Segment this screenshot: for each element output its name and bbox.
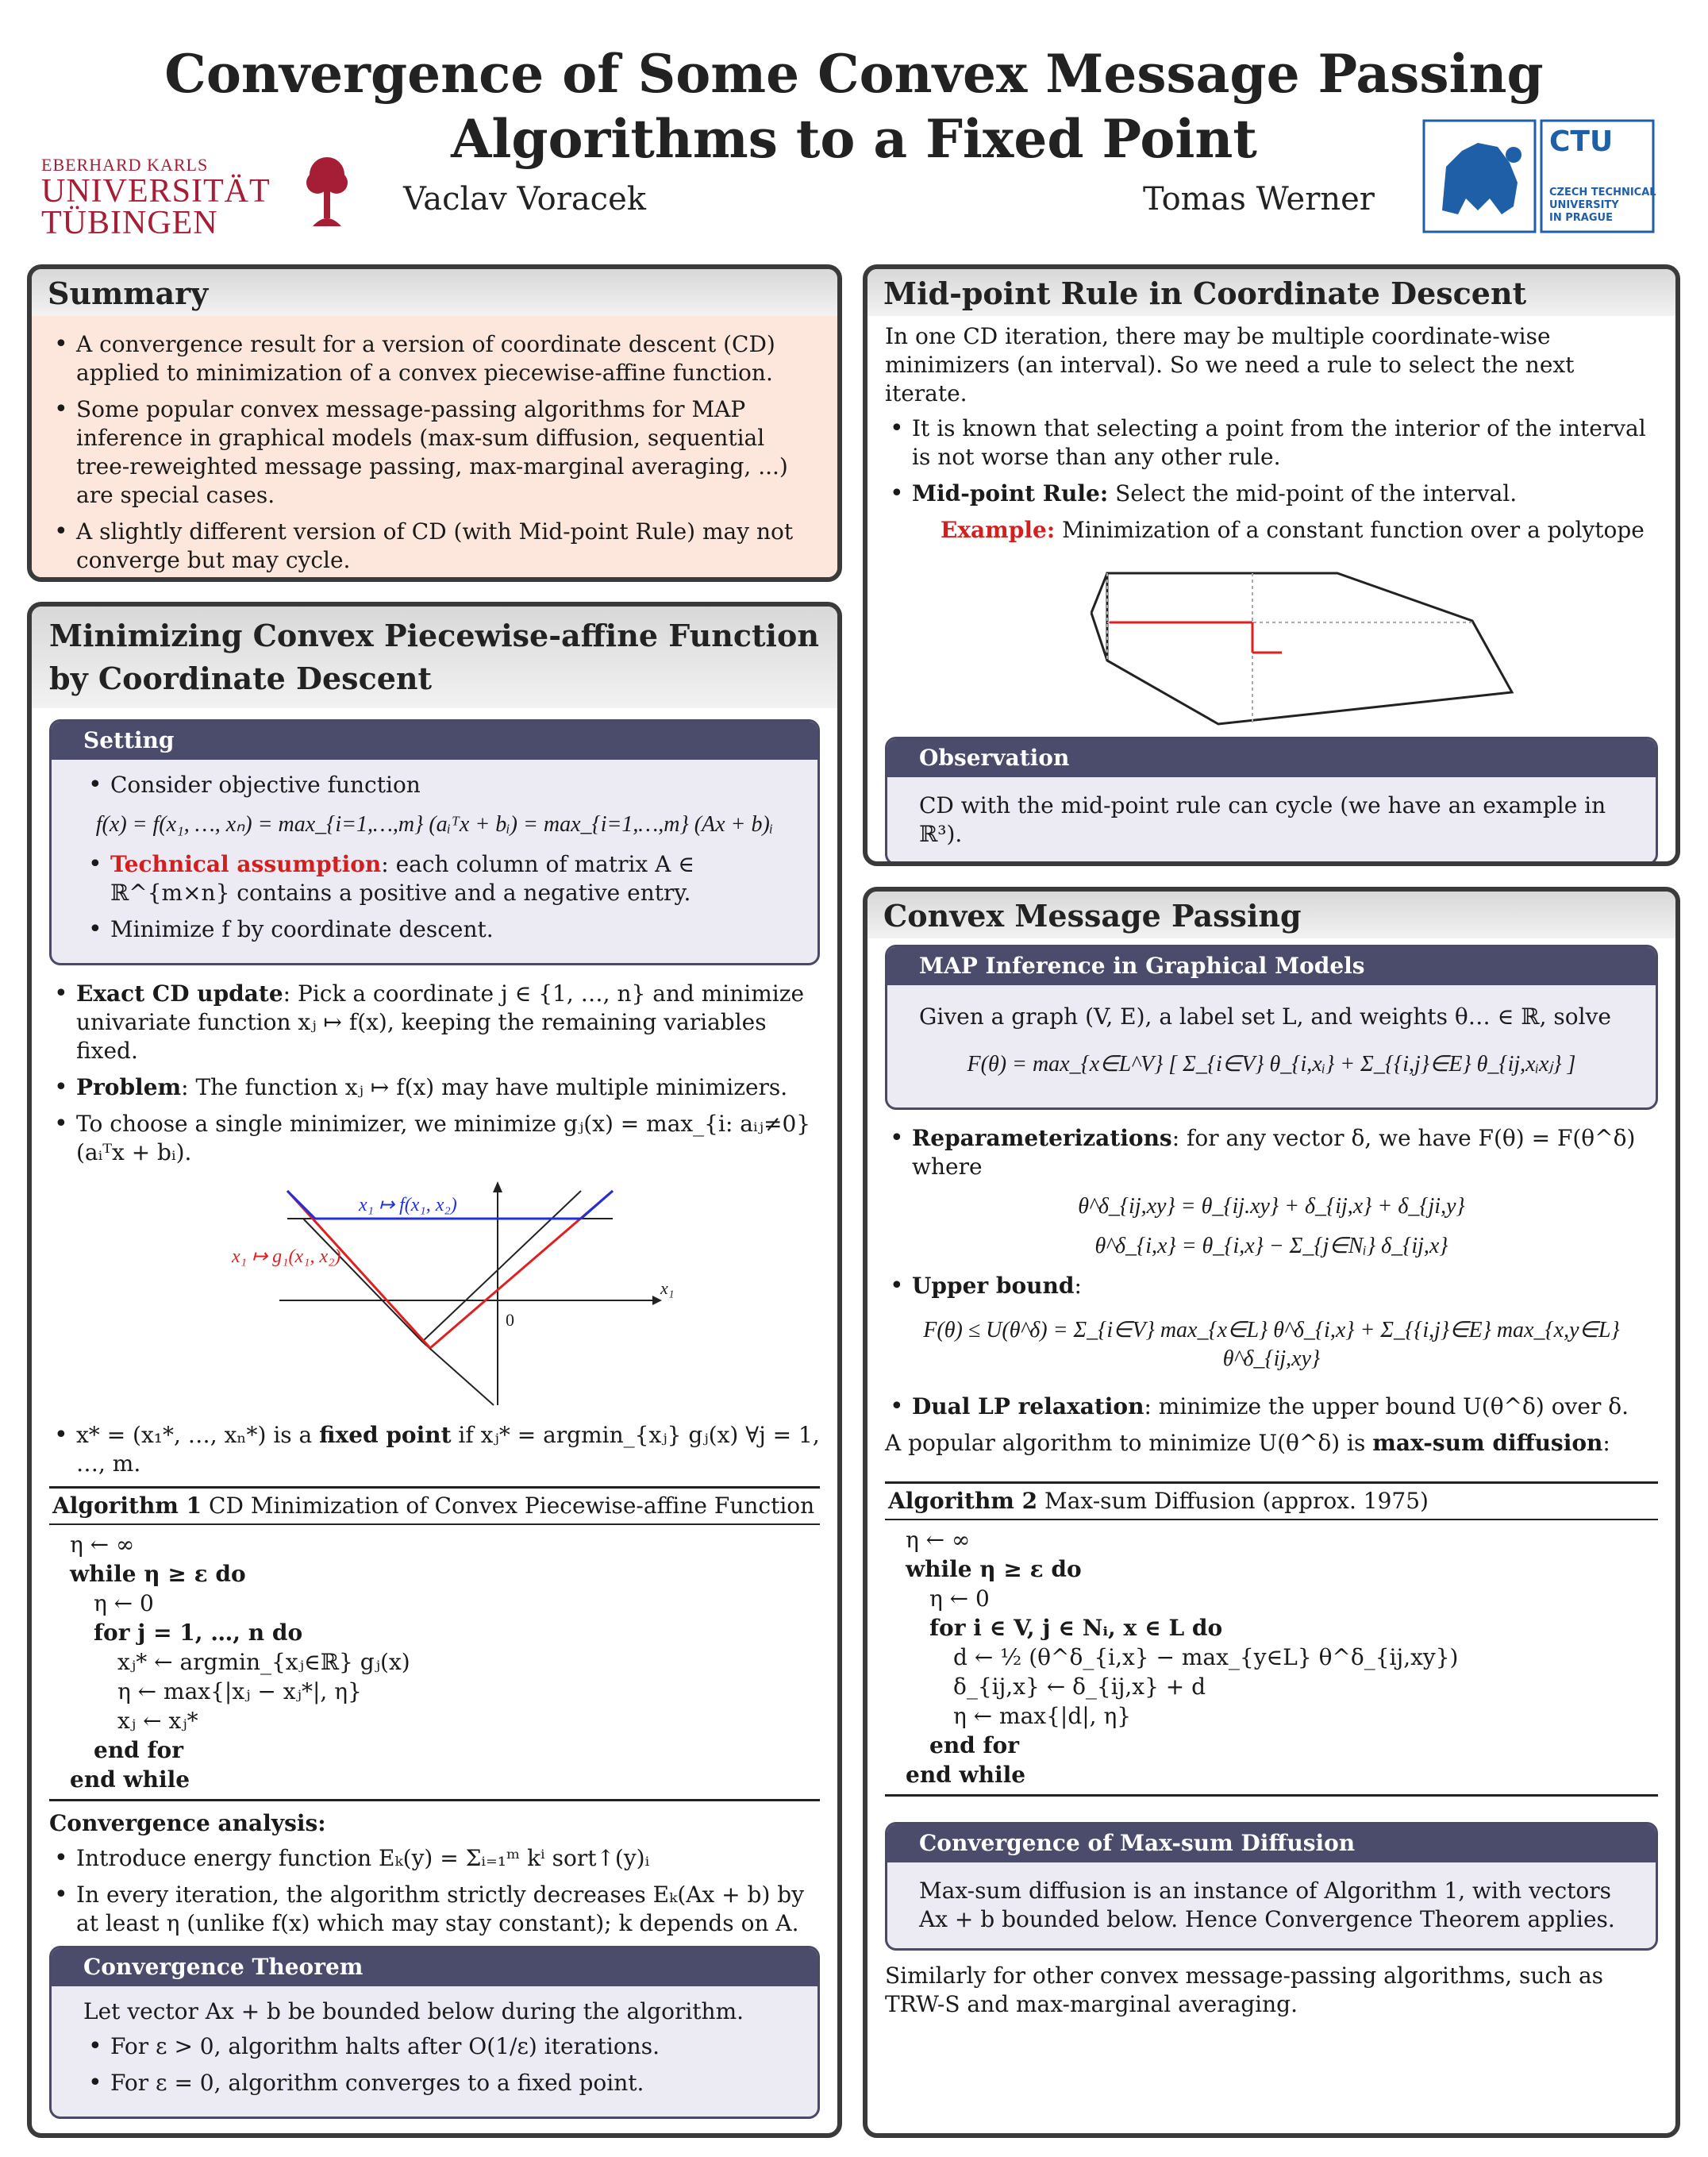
conv-maxsum-title: Convergence of Max-sum Diffusion: [887, 1824, 1656, 1862]
plot-blue-label: x₁ ↦ f(x₁, x₂): [359, 1195, 457, 1215]
summary-item: • Some popular convex message-passing algorithms for MAP inference in graphical models (max-sum diffusion, sequential tree-reweighted message passing, max-marginal averaging, ...) are special cases.: [49, 395, 820, 510]
midpoint-rule-text: Select the mid-point of the interval.: [1108, 480, 1518, 507]
summary-item: • A convergence result for a version of coordinate descent (CD) applied to minimization of a convex piecewise-affine function.: [49, 330, 820, 387]
upper-bound-label: Upper bound: [912, 1273, 1075, 1299]
reparam-item: [885, 1124, 1658, 1181]
exact-cd-label: Exact CD update: [76, 980, 283, 1007]
tub-logo-line3: TÜBINGEN: [41, 205, 218, 241]
algorithm-2: [885, 1481, 1658, 1797]
problem-label: Problem: [76, 1074, 182, 1100]
ctu-logo-line2: UNIVERSITY: [1549, 199, 1619, 211]
conv-analysis-title: Convergence analysis:: [49, 1810, 326, 1836]
summary-panel: [27, 264, 842, 582]
midpoint-item: • It is known that selecting a point from the interior of the interval is not worse than any other rule.: [885, 414, 1658, 472]
upper-bound-eq: F(θ) ≤ U(θ^δ) = Σ_{i∈V} max_{x∈L} θ^δ_{i,x} + Σ_{{i,j}∈E} max_{x,y∈L} θ^δ_{ij,xy}: [923, 1318, 1620, 1371]
polytope-outline: [1107, 573, 1512, 724]
ctu-logo-line3: IN PRAGUE: [1549, 212, 1613, 224]
algo1-line: η ← max{|xⱼ − xⱼ*|, η}: [117, 1678, 362, 1704]
objective-formula: f(x) = f(x₁, …, xₙ) = max_{i=1,…,m} (aᵢᵀx + bᵢ) = max_{i=1,…,m} (Ax + b)ᵢ: [95, 812, 774, 837]
plot-f-left: [303, 1219, 422, 1342]
observation-text: CD with the mid-point rule can cycle (we have an example in ℝ³).: [919, 792, 1606, 847]
algo2-line: η ← max{|d|, η}: [953, 1703, 1132, 1729]
algo1-line: η ← 0: [94, 1590, 154, 1616]
popular-pre: A popular algorithm to minimize U(θ^δ) is: [885, 1430, 1373, 1456]
midpoint-rule-label: Mid-point Rule:: [912, 480, 1109, 507]
algo2-line: for i ∈ V, j ∈ Nᵢ, x ∈ L do: [929, 1615, 1223, 1641]
setting-title: Setting: [52, 722, 817, 760]
plot-red-label: x₁ ↦ g₁(x₁, x₂): [232, 1246, 341, 1267]
summary-list: [49, 330, 820, 575]
midpoint-title: Mid-point Rule in Coordinate Descent: [867, 269, 1675, 316]
ctu-logo: [1422, 119, 1656, 234]
map-formula: F(θ) = max_{x∈L^V} [ Σ_{i∈V} θ_{i,xᵢ} + Σ_{{i,j}∈E} θ_{ij,xᵢxⱼ} ]: [967, 1052, 1576, 1077]
tub-logo-line2: UNIVERSITÄT: [41, 173, 271, 210]
plot-f-dip: [422, 1342, 494, 1405]
problem-text: : The function xⱼ ↦ f(x) may have multiple minimizers.: [181, 1074, 788, 1100]
algo2-line: d ← ½ (θ^δ_{i,x} − max_{y∈L} θ^δ_{ij,xy}): [953, 1644, 1459, 1670]
algo1-line: end while: [70, 1766, 190, 1793]
plot-blue-right: [581, 1191, 613, 1219]
exact-cd-item: [49, 980, 820, 1065]
title-line-1: Convergence of Some Convex Message Passing: [164, 43, 1544, 105]
tub-logo-line1: EBERHARD KARLS: [41, 155, 209, 175]
conv-maxsum-text: Max-sum diffusion is an instance of Algorithm 1, with vectors Ax + b bounded below. Hence Convergence Theorem applies.: [919, 1878, 1615, 1932]
title-line-2: Algorithms to a Fixed Point: [451, 108, 1257, 170]
tuebingen-tree-icon: [303, 155, 351, 230]
exact-cd-text: : Pick a coordinate j ∈ {1, …, n} and minimize univariate function xⱼ ↦ f(x), keeping the remaining variables fixed.: [76, 980, 805, 1064]
theorem-text: Let vector Ax + b be bounded below during the algorithm.: [83, 1998, 744, 2024]
algo2-line: η ← 0: [929, 1585, 990, 1612]
minimizing-panel: [27, 602, 842, 2138]
theorem-item: • For ε = 0, algorithm converges to a fixed point.: [83, 2069, 786, 2097]
dual-lp-item: [885, 1392, 1658, 1421]
example-text: Minimization of a constant function over a polytope: [1055, 517, 1645, 543]
algo1-title: CD Minimization of Convex Piecewise-affine Function: [202, 1493, 815, 1519]
setting-item: • Minimize f by coordinate descent.: [83, 915, 786, 944]
algo1-line: for j = 1, …, n do: [94, 1620, 303, 1646]
plot-blue-left: [287, 1191, 315, 1219]
conv-maxsum-block: [885, 1822, 1658, 1951]
example-line: [885, 516, 1658, 545]
plot-origin-label: 0: [506, 1310, 514, 1330]
conv-analysis-item: • In every iteration, the algorithm strictly decreases Eₖ(Ax + b) by at least η (unlike f(x) which may stay constant); k depends on A.: [49, 1881, 820, 1938]
algo1-line: while η ≥ ε do: [70, 1561, 246, 1587]
convex-mp-panel: [863, 887, 1680, 2138]
algo1-line: xⱼ ← xⱼ*: [117, 1708, 198, 1734]
midpoint-rule-item: [885, 480, 1658, 508]
popular-post: :: [1602, 1430, 1610, 1456]
tech-assumption-text: : each column of matrix A ∈ ℝ^{m×n} contains a positive and a negative entry.: [110, 851, 694, 906]
minimizer-plot: [49, 1175, 827, 1413]
reparam-eq1: θ^δ_{ij,xy} = θ_{ij.xy} + δ_{ij,x} + δ_{ji,y}: [1078, 1194, 1465, 1219]
ctu-abbr: CTU: [1549, 125, 1614, 158]
popular-algo-line: [885, 1429, 1658, 1458]
convex-mp-title: Convex Message Passing: [867, 892, 1675, 938]
author-2: Tomas Werner: [1143, 181, 1375, 218]
tuebingen-logo: [41, 155, 351, 241]
fixed-point-item: [49, 1421, 820, 1478]
algo1-line: xⱼ* ← argmin_{xⱼ∈ℝ} gⱼ(x): [117, 1649, 410, 1675]
reparam-eq2: θ^δ_{i,x} = θ_{i,x} − Σ_{j∈Nᵢ} δ_{ij,x}: [1094, 1234, 1448, 1258]
plot-axis-label: x₁: [660, 1278, 675, 1298]
upper-bound-item: [885, 1272, 1658, 1300]
fixed-point-label: fixed point: [319, 1422, 452, 1448]
algo2-line: η ← ∞: [906, 1527, 971, 1553]
algo2-line: end while: [906, 1762, 1026, 1788]
dual-lp-label: Dual LP relaxation: [912, 1393, 1144, 1419]
summary-title: Summary: [32, 269, 837, 316]
ctu-logo-line1: CZECH TECHNICAL: [1549, 187, 1656, 198]
reparam-text: : for any vector δ, we have F(θ) = F(θ^δ) where: [912, 1125, 1636, 1180]
minimizing-title-line1: Minimizing Convex Piecewise-affine Function: [49, 618, 819, 653]
minimizing-title-line2: by Coordinate Descent: [49, 661, 433, 696]
setting-block: [49, 719, 820, 965]
algo2-label: Algorithm 2: [888, 1488, 1038, 1514]
midpoint-intro: In one CD iteration, there may be multiple coordinate-wise minimizers (an interval). So we need a rule to select the next iterate.: [885, 323, 1575, 406]
algo2-line: end for: [929, 1732, 1019, 1758]
map-text: Given a graph (V, E), a label set L, and weights θ… ∈ ℝ, solve: [919, 1003, 1611, 1030]
fixed-point-post: if xⱼ* = argmin_{xⱼ} gⱼ(x) ∀j = 1, …, m.: [76, 1422, 820, 1477]
setting-item: • Consider objective function: [83, 771, 786, 799]
plot-y-arrow: [493, 1181, 502, 1192]
problem-item: [49, 1073, 820, 1102]
theorem-title: Convergence Theorem: [52, 1948, 817, 1986]
choose-item: • To choose a single minimizer, we minimize gⱼ(x) = max_{i: aᵢⱼ≠0} (aᵢᵀx + bᵢ).: [49, 1110, 820, 1167]
map-block: [885, 945, 1658, 1110]
dual-lp-text: : minimize the upper bound U(θ^δ) over δ.: [1144, 1393, 1629, 1419]
algo1-line: end for: [94, 1737, 183, 1763]
polytope-left-edge-2: [1091, 613, 1107, 661]
algorithm-1: [49, 1486, 820, 1801]
observation-title: Observation: [887, 739, 1656, 777]
fixed-point-pre: x* = (x₁*, …, xₙ*) is a: [76, 1422, 320, 1448]
upper-bound-colon: :: [1074, 1273, 1082, 1299]
popular-bold: max-sum diffusion: [1372, 1430, 1603, 1456]
setting-item: [83, 850, 786, 907]
algo2-title: Max-sum Diffusion (approx. 1975): [1037, 1488, 1429, 1514]
midpoint-panel: [863, 264, 1680, 866]
algo1-line: η ← ∞: [70, 1531, 135, 1558]
closing-text: Similarly for other convex message-passing algorithms, such as TRW-S and max-marginal averaging.: [885, 1962, 1604, 2017]
theorem-item: • For ε > 0, algorithm halts after O(1/ε) iterations.: [83, 2032, 786, 2061]
polytope-left-edge: [1091, 573, 1107, 613]
map-title: MAP Inference in Graphical Models: [887, 947, 1656, 985]
author-1: Vaclav Voracek: [403, 181, 646, 218]
conv-analysis-item: • Introduce energy function Eₖ(y) = Σᵢ₌₁ᵐ kⁱ sort↑(y)ᵢ: [49, 1844, 820, 1873]
tech-assumption-label: Technical assumption: [110, 851, 382, 877]
reparam-label: Reparameterizations: [912, 1125, 1172, 1151]
observation-block: [885, 737, 1658, 865]
polytope-figure: [885, 549, 1663, 732]
summary-item: • A slightly different version of CD (with Mid-point Rule) may not converge but may cycle.: [49, 518, 820, 575]
algo2-line: while η ≥ ε do: [906, 1556, 1082, 1582]
theorem-block: [49, 1946, 820, 2119]
example-label: Example:: [941, 517, 1056, 543]
algo2-line: δ_{ij,x} ← δ_{ij,x} + d: [953, 1674, 1206, 1700]
algo1-label: Algorithm 1: [52, 1493, 202, 1519]
